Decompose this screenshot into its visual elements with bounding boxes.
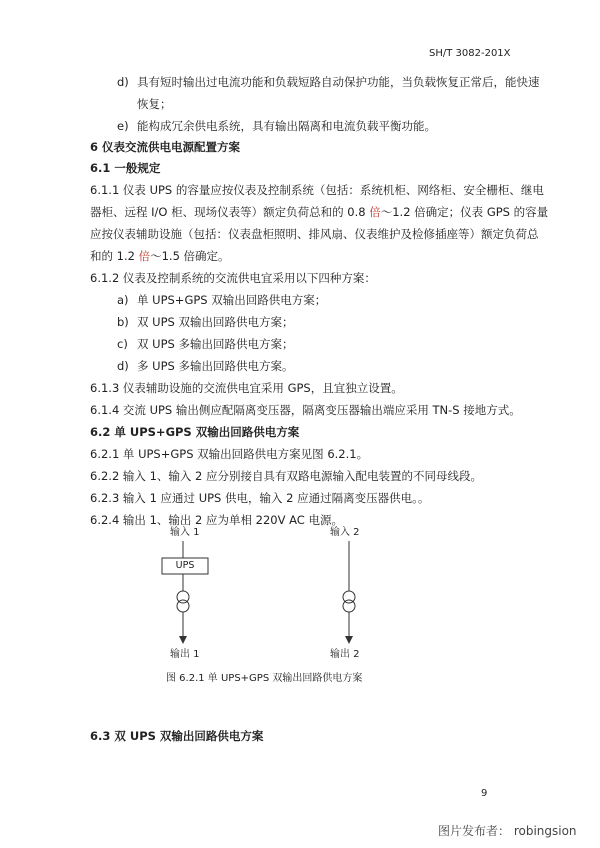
- paragraph-line: 6.1.4 交流 UPS 输出侧应配隔离变压器，隔离变压器输出端应采用 TN-S 接地方式。: [90, 403, 521, 417]
- list-item-text: 恢复；: [137, 97, 172, 111]
- subsection-heading: 6.1 一般规定: [90, 161, 161, 175]
- list-item-marker: c): [117, 337, 128, 351]
- paragraph-line: 6.2.4 输出 1、输出 2 应为单相 220V AC 电源。: [90, 513, 343, 527]
- paragraph-line: 6.2.1 单 UPS+GPS 双输出回路供电方案见图 6.2.1。: [90, 447, 369, 461]
- list-item-marker: b): [117, 315, 129, 329]
- list-item-text: 双 UPS 多输出回路供电方案；: [137, 337, 294, 351]
- list-item-marker: e): [117, 119, 129, 133]
- list-item-marker: a): [117, 293, 129, 307]
- list-item-text: 具有短时输出过电流功能和负载短路自动保护功能，当负载恢复正常后，能快速: [137, 75, 540, 89]
- diagram-label-input2: 输入 2: [330, 527, 360, 538]
- list-item-text: 能构成冗余供电系统，具有输出隔离和电流负载平衡功能。: [137, 119, 436, 133]
- document-code: SH/T 3082-201X: [429, 48, 511, 59]
- list-item-text: 单 UPS+GPS 双输出回路供电方案；: [137, 293, 327, 307]
- paragraph-line: 和的 1.2 倍～1.5 倍确定。: [90, 249, 230, 263]
- ups-box-label: UPS: [175, 560, 195, 571]
- list-item-text: 双 UPS 双输出回路供电方案；: [137, 315, 294, 329]
- arrow-down-icon: [345, 636, 353, 644]
- diagram-label-input1: 输入 1: [170, 527, 200, 538]
- subsection-heading: 6.2 单 UPS+GPS 双输出回路供电方案: [90, 425, 300, 439]
- page-number: 9: [481, 788, 488, 799]
- paragraph-line: 器柜、远程 I/O 柜、现场仪表等）额定负荷总和的 0.8 倍～1.2 倍确定；仪表 GPS 的容量: [90, 205, 549, 219]
- diagram-label-output2: 输出 2: [330, 649, 360, 660]
- list-item-marker: d): [117, 359, 129, 373]
- subsection-heading: 6.3 双 UPS 双输出回路供电方案: [90, 729, 264, 743]
- paragraph-line: 应按仪表辅助设施（包括：仪表盘柜照明、排风扇、仪表维护及检修插座等）额定负荷总: [90, 227, 539, 241]
- figure-caption: 图 6.2.1 单 UPS+GPS 双输出回路供电方案: [166, 673, 363, 684]
- diagram-label-output1: 输出 1: [170, 649, 200, 660]
- transformer-icon: [343, 600, 355, 612]
- arrow-down-icon: [179, 636, 187, 644]
- list-item-marker: d): [117, 75, 129, 89]
- transformer-icon: [177, 600, 189, 612]
- section-heading: 6 仪表交流供电电源配置方案: [90, 140, 241, 154]
- paragraph-line: 6.2.2 输入 1、输入 2 应分别接自具有双路电源输入配电装置的不同母线段。: [90, 469, 483, 483]
- list-item-text: 多 UPS 多输出回路供电方案。: [137, 359, 294, 373]
- paragraph-line: 6.1.1 仪表 UPS 的容量应按仪表及控制系统（包括：系统机柜、网络柜、安全栅柜、继电: [90, 183, 544, 197]
- paragraph-line: 6.1.2 仪表及控制系统的交流供电宜采用以下四种方案：: [90, 271, 376, 285]
- watermark-text: 图片发布者： robingsion: [438, 824, 577, 838]
- paragraph-line: 6.1.3 仪表辅助设施的交流供电宜采用 GPS，且宜独立设置。: [90, 381, 403, 395]
- paragraph-line: 6.2.3 输入 1 应通过 UPS 供电，输入 2 应通过隔离变压器供电。。: [90, 491, 430, 505]
